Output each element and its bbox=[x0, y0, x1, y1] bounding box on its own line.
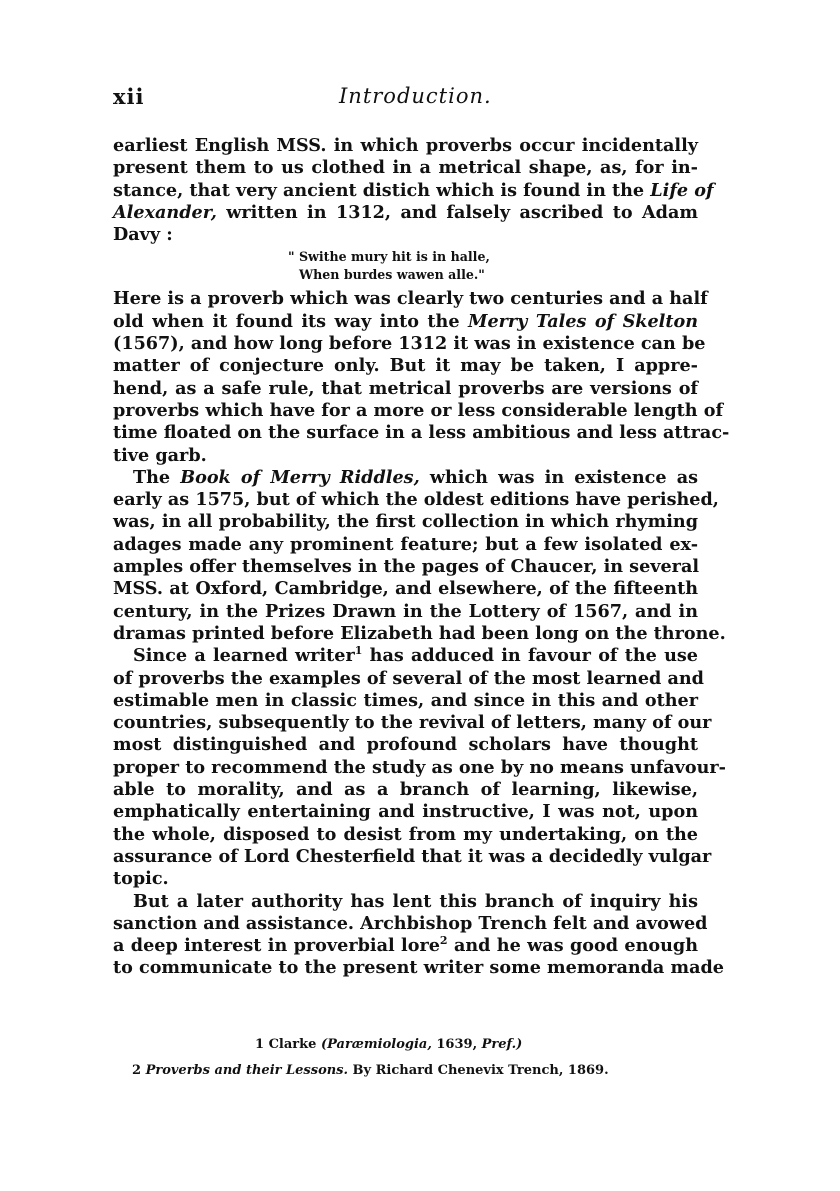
text-line: topic. bbox=[113, 868, 169, 890]
text-line: emphatically entertaining and instructive, I was not, upon bbox=[113, 801, 698, 823]
text-run: and he was good enough bbox=[447, 935, 698, 957]
text-line bbox=[113, 935, 698, 957]
text-line: estimable men in classic times, and since in this and other bbox=[113, 689, 698, 711]
text-line: hend, as a safe rule, that metrical proverbs are versions of bbox=[113, 377, 698, 399]
footnote-2 bbox=[113, 1062, 717, 1080]
text-line: Here is a proverb which was clearly two centuries and a half bbox=[113, 288, 708, 310]
text-line bbox=[113, 467, 698, 489]
text-line: But a later authority has lent this branch of inquiry his bbox=[133, 890, 698, 912]
verse-line: " Swithe mury hit is in halle, bbox=[288, 249, 490, 265]
text-line: proper to recommend the study as one by no means unfavour- bbox=[113, 756, 726, 778]
text-line: of proverbs the examples of several of the most learned and bbox=[113, 667, 704, 689]
text-run: stance, that very ancient distich which is found in the bbox=[113, 179, 651, 201]
text-line: dramas printed before Elizabeth had been long on the throne. bbox=[113, 622, 726, 644]
text-run: a deep interest in proverbial lore bbox=[113, 935, 440, 957]
text-line: able to morality, and as a branch of learning, likewise, bbox=[113, 779, 698, 801]
text-line: matter of conjecture only. But it may be taken, I appre- bbox=[113, 355, 698, 377]
italic-title: Proverbs and their Lessons. bbox=[145, 1063, 349, 1078]
italic-title: Book of Merry Riddles, bbox=[180, 466, 420, 488]
verse-line: When burdes wawen alle." bbox=[299, 267, 485, 283]
footnote-marker: 1 bbox=[354, 644, 363, 658]
text-line: century, in the Prizes Drawn in the Lottery of 1567, and in bbox=[113, 600, 698, 622]
italic-title: Alexander, bbox=[113, 201, 217, 223]
footnote-marker: 2 bbox=[439, 934, 448, 948]
page-header bbox=[113, 84, 698, 114]
text-line: present them to us clothed in a metrical shape, as, for in- bbox=[113, 157, 698, 179]
text-line bbox=[113, 311, 698, 333]
text-line: earliest English MSS. in which proverbs occur incidentally bbox=[113, 135, 698, 156]
text-line bbox=[113, 645, 698, 667]
italic-title: Life of bbox=[650, 179, 714, 201]
text-line: was, in all probability, the first collection in which rhyming bbox=[113, 511, 698, 533]
page-number: xii bbox=[113, 84, 145, 109]
text-line: early as 1575, but of which the oldest editions have perished, bbox=[113, 489, 719, 511]
body-text bbox=[113, 135, 730, 980]
text-run: which was in existence as bbox=[419, 466, 698, 488]
text-run: The bbox=[133, 466, 181, 488]
text-line bbox=[113, 179, 714, 202]
text-run: old when it found its way into the bbox=[113, 310, 468, 332]
footnote-1 bbox=[113, 1036, 840, 1054]
text-line bbox=[113, 202, 698, 224]
text-run: 1 Clarke bbox=[255, 1037, 321, 1052]
text-line: countries, subsequently to the revival of letters, many of our bbox=[113, 712, 712, 734]
text-run: Since a learned writer bbox=[133, 645, 355, 667]
italic-title: Pref.) bbox=[481, 1037, 523, 1052]
running-title: Introduction. bbox=[339, 84, 492, 108]
text-line: to communicate to the present writer some memoranda made bbox=[113, 957, 724, 979]
italic-title: Merry Tales of Skelton bbox=[467, 310, 698, 332]
verse-quotation bbox=[113, 246, 698, 288]
text-line: (1567), and how long before 1312 it was in existence can be bbox=[113, 333, 706, 355]
text-line: sanction and assistance. Archbishop Trench felt and avowed bbox=[113, 912, 708, 934]
text-run: 1639, bbox=[431, 1037, 482, 1052]
text-line: most distinguished and profound scholars have thought bbox=[113, 734, 698, 756]
italic-title: (Paræmiologia, bbox=[320, 1037, 432, 1052]
text-line: MSS. at Oxford, Cambridge, and elsewhere, of the fifteenth bbox=[113, 578, 698, 600]
text-run: 2 bbox=[132, 1063, 146, 1078]
text-line: time floated on the surface in a less ambitious and less attrac- bbox=[113, 422, 730, 444]
text-line: proverbs which have for a more or less considerable length of bbox=[113, 399, 724, 421]
text-line: amples offer themselves in the pages of Chaucer, in several bbox=[113, 556, 700, 578]
text-line: the whole, disposed to desist from my undertaking, on the bbox=[113, 823, 698, 845]
text-line: adages made any prominent feature; but a few isolated ex- bbox=[113, 533, 698, 555]
text-line: tive garb. bbox=[113, 444, 207, 466]
text-run: has adduced in favour of the use bbox=[362, 645, 698, 667]
text-run: written in 1312, and falsely ascribed to Adam bbox=[216, 201, 698, 223]
text-line: Davy : bbox=[113, 224, 173, 246]
text-run: By Richard Chenevix Trench, 1869. bbox=[348, 1063, 609, 1078]
text-line: assurance of Lord Chesterfield that it was a decidedly vulgar bbox=[113, 845, 712, 867]
